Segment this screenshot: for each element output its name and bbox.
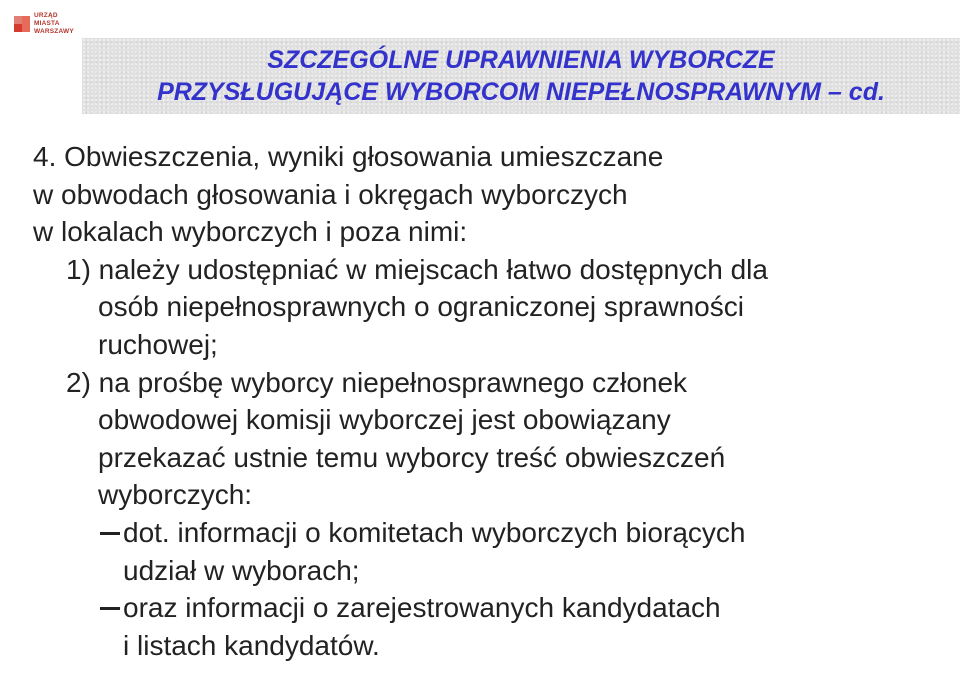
point-1 [33,251,953,364]
point-2 [33,364,953,514]
bullet-1 [33,514,953,589]
title-line-1: SZCZEGÓLNE UPRAWNIENIA WYBORCZE [267,46,775,74]
point-line: 1) należy udostępniać w miejscach łatwo dostępnych dla [66,253,768,285]
title-line-2: PRZYSŁUGUJĄCE WYBORCOM NIEPEŁNOSPRAWNYM – cd. [157,78,885,106]
bullet-line: i listach kandydatów. [123,629,380,661]
logo [14,10,78,38]
bullet-line: dot. informacji o komitetach wyborczych biorących [33,514,953,552]
bullet-line: oraz informacji o zarejestrowanych kandydatach [33,589,953,627]
intro-line: 4. Obwieszczenia, wyniki głosowania umieszczane [33,141,664,172]
slide-content [33,138,953,664]
point-line: przekazać ustnie temu wyborcy treść obwieszczeń [98,441,726,473]
intro-line: w lokalach wyborczych i poza nimi: [33,216,468,248]
intro-line: w obwodach głosowania i okręgach wyborczych [33,178,628,210]
point-line: osób niepełnosprawnych o ograniczonej sprawności [98,291,744,323]
dash-icon [100,532,120,535]
logo-text: URZĄD MIASTA WARSZAWY [34,12,74,35]
logo-mark-icon [14,16,30,32]
bullet-line: udział w wyborach; [123,554,360,586]
point-line: obwodowej komisji wyborczej jest obowiązany [98,404,671,436]
page-title [82,44,960,108]
point-line: ruchowej; [98,328,218,360]
point-line: wyborczych: [98,479,253,511]
point-line: 2) na prośbę wyborcy niepełnosprawnego członek [66,366,688,398]
dash-icon [100,607,120,610]
bullet-2 [33,589,953,664]
intro-paragraph [33,138,953,251]
